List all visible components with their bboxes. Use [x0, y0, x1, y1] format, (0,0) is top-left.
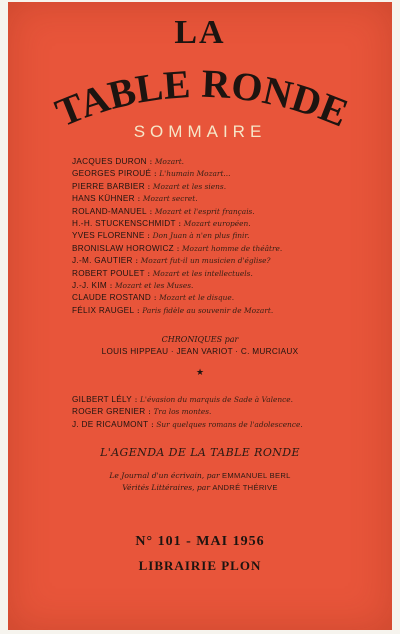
star-separator: ★ [195, 368, 205, 378]
toc-title: Mozart. [154, 157, 185, 166]
toc-colon: : [151, 168, 160, 179]
agenda-line-journal [8, 471, 392, 480]
toc-entry [72, 192, 372, 204]
toc-title: Mozart européen. [183, 218, 251, 228]
toc-colon: : [132, 255, 141, 266]
toc-title: Tra los montes. [153, 407, 212, 417]
sommaire-heading: SOMMAIRE [133, 122, 267, 141]
toc-title: L'humain Mozart... [159, 169, 231, 179]
toc-entry [72, 180, 372, 192]
toc-colon: : [107, 279, 115, 290]
toc-author: ROGER GRENIER [72, 407, 146, 417]
toc-colon: : [148, 418, 157, 429]
toc-author: J. DE RICAUMONT [72, 419, 149, 429]
toc-colon: : [145, 406, 154, 417]
toc-author: BRONISLAW HOROWICZ [72, 243, 174, 253]
toc-entry [72, 217, 372, 229]
agenda-line-journal-author: EMMANUEL BERL [222, 471, 291, 480]
table-of-contents-extra [72, 393, 372, 430]
toc-entry [72, 291, 372, 303]
toc-entry [72, 393, 372, 405]
toc-title: L'évasion du marquis de Sade à Valence. [140, 395, 293, 404]
toc-author: ROLAND-MANUEL [72, 206, 147, 216]
toc-colon: : [175, 217, 184, 228]
agenda-heading: L'AGENDA DE LA TABLE RONDE [100, 446, 300, 459]
toc-entry [72, 418, 372, 430]
toc-title: Don Juan à n'en plus finir. [152, 231, 250, 241]
toc-entry [72, 242, 372, 254]
toc-author: GILBERT LÉLY [72, 395, 133, 404]
agenda-line-verites [8, 483, 392, 492]
toc-colon: : [144, 267, 153, 278]
toc-author: J.-M. GAUTIER [72, 256, 133, 266]
toc-author: JACQUES DURON [72, 157, 147, 166]
toc-title: Mozart secret. [142, 194, 198, 204]
agenda-line-verites-text: Vérités Littéraires, par [122, 483, 210, 492]
cover-title-table-ronde: TABLE RONDE [49, 60, 355, 136]
table-of-contents [72, 155, 372, 316]
toc-entry [72, 167, 372, 179]
chroniques-label: CHRONIQUES par [161, 335, 239, 344]
toc-entry [72, 254, 372, 266]
toc-entry [72, 229, 372, 241]
publisher-name: LIBRAIRIE PLON [138, 558, 262, 573]
toc-colon: : [146, 156, 155, 166]
toc-colon: : [173, 242, 182, 253]
toc-entry [72, 155, 372, 167]
toc-author: PIERRE BARBIER [72, 181, 145, 191]
toc-title: Mozart et le disque. [159, 293, 235, 303]
toc-title: Mozart et les Muses. [114, 280, 194, 290]
toc-title: Mozart fut-il un musicien d'église? [140, 256, 271, 266]
toc-author: YVES FLORENNE [72, 231, 145, 241]
toc-entry [72, 405, 372, 417]
toc-title: Paris fidèle au souvenir de Mozart. [142, 305, 274, 315]
toc-colon: : [151, 292, 160, 303]
toc-author: GEORGES PIROUÉ [72, 169, 152, 179]
toc-title: Mozart homme de théâtre. [181, 243, 283, 253]
toc-entry [72, 304, 372, 316]
toc-colon: : [132, 394, 141, 404]
cover-title-la: LA [174, 14, 226, 51]
toc-entry [72, 279, 372, 291]
toc-colon: : [134, 304, 143, 315]
agenda-line-verites-author: ANDRÉ THÉRIVE [212, 483, 278, 492]
toc-title: Mozart et les intellectuels. [152, 268, 253, 278]
chroniques-authors: LOUIS HIPPEAU · JEAN VARIOT · C. MURCIAUX [101, 347, 299, 356]
toc-entry [72, 267, 372, 279]
toc-colon: : [144, 230, 153, 241]
toc-author: H.-H. STUCKENSCHMIDT [72, 218, 176, 228]
toc-colon: : [134, 193, 143, 204]
toc-author: ROBERT POULET [72, 268, 145, 278]
toc-author: FÉLIX RAUGEL [72, 305, 135, 315]
toc-title: Mozart et l'esprit français. [154, 206, 255, 216]
toc-author: HANS KÜHNER [72, 194, 135, 204]
toc-entry [72, 205, 372, 217]
book-cover [8, 2, 392, 630]
agenda-line-journal-text: Le Journal d'un écrivain, par [109, 471, 220, 480]
toc-author: J.-J. KIM [72, 280, 107, 290]
toc-colon: : [146, 205, 155, 216]
toc-author: CLAUDE ROSTAND [72, 293, 152, 303]
issue-number: N° 101 - MAI 1956 [135, 534, 265, 549]
toc-title: Sur quelques romans de l'adolescence. [156, 419, 303, 429]
toc-title: Mozart et les siens. [152, 181, 227, 191]
toc-colon: : [144, 180, 153, 191]
